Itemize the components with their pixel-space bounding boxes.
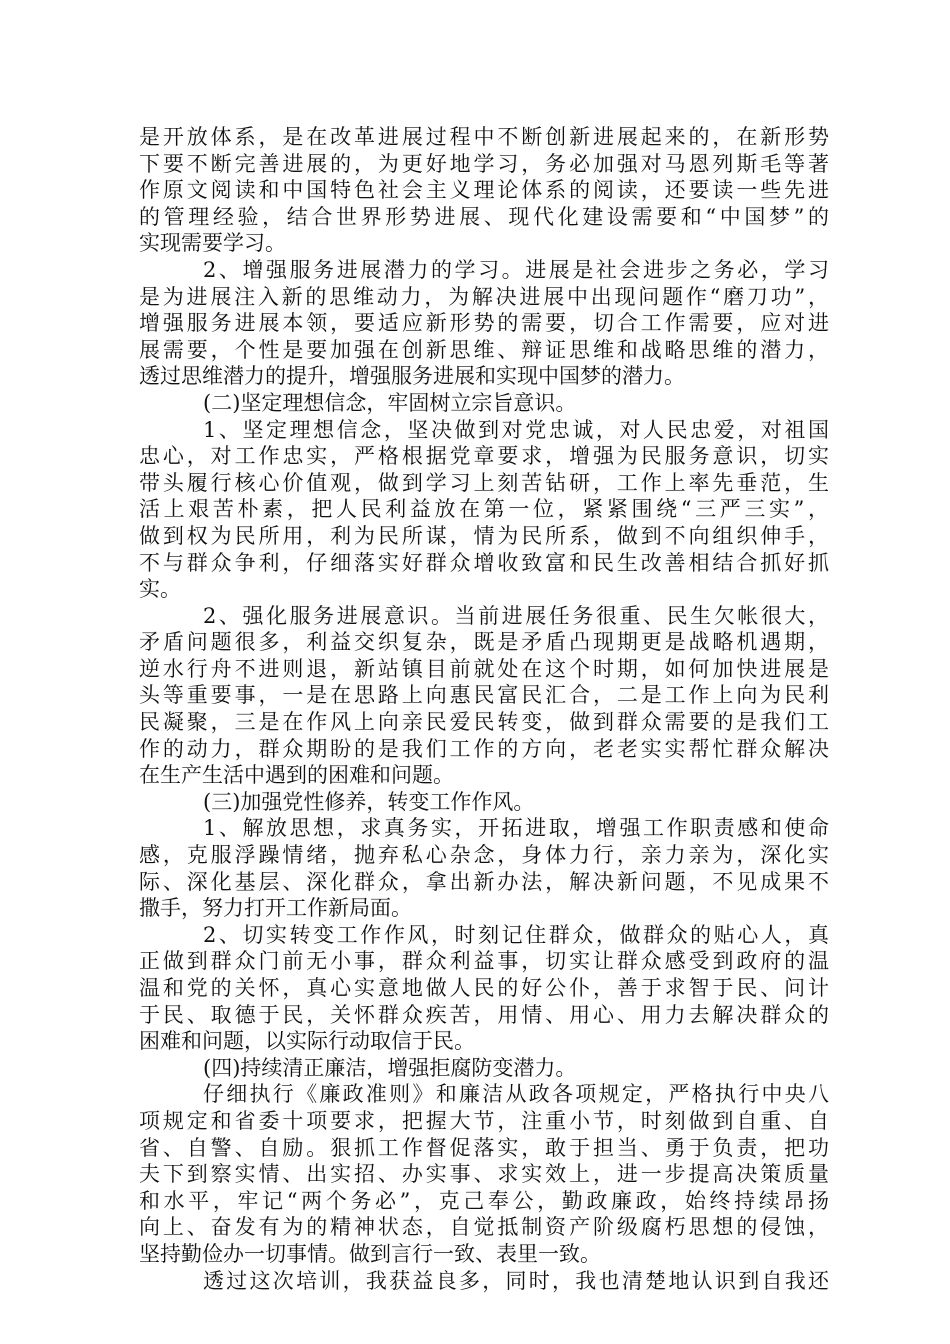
text-line: 下要不断完善进展的，为更好地学习，务必加强对马恩列斯毛等著 — [139, 151, 829, 176]
text-line: 项规定和省委十项要求，把握大节，注重小节，时刻做到自重、自 — [139, 1108, 829, 1133]
text-line: 活上艰苦朴素，把人民利益放在第一位，紧紧围绕“三严三实”， — [139, 497, 829, 522]
text-line: 展需要，个性是要加强在创新思维、辩证思维和战略思维的潜力， — [139, 337, 829, 362]
text-line: (二)坚定理想信念，牢固树立宗旨意识。 — [203, 390, 577, 415]
text-line: 感，克服浮躁情绪，抛弃私心杂念，身体力行，亲力亲为，深化实 — [139, 843, 829, 868]
text-line: 2、增强服务进展潜力的学习。进展是社会进步之务必，学习 — [203, 257, 829, 282]
text-line: 1、解放思想，求真务实，开拓进取，增强工作职责感和使命 — [203, 816, 829, 841]
text-line: 困难和问题，以实际行动取信于民。 — [139, 1029, 475, 1054]
text-line: 实。 — [139, 577, 181, 602]
text-line: 际、深化基层、深化群众，拿出新办法，解决新问题，不见成果不 — [139, 869, 829, 894]
text-line: 和水平，牢记“两个务必”，克己奉公，勤政廉政，始终持续昂扬 — [139, 1188, 829, 1213]
text-line: 于民、取德于民，关怀群众疾苦，用情、用心、用力去解决群众的 — [139, 1002, 829, 1027]
text-line: 2、强化服务进展意识。当前进展任务很重、民生欠帐很大， — [203, 603, 829, 628]
text-line: 向上、奋发有为的精神状态，自觉抵制资产阶级腐朽思想的侵蚀， — [139, 1215, 829, 1240]
text-line: 的管理经验，结合世界形势进展、现代化建设需要和“中国梦”的 — [139, 204, 829, 229]
text-line: 作原文阅读和中国特色社会主义理论体系的阅读，还要读一些先进 — [139, 178, 829, 203]
text-line: 忠心，对工作忠实，严格根据党章要求，增强为民服务意识，切实 — [139, 444, 829, 469]
text-line: 是为进展注入新的思维动力，为解决进展中出现问题作“磨刀功”， — [139, 284, 829, 309]
text-line: 透过这次培训，我获益良多，同时，我也清楚地认识到自我还 — [203, 1268, 829, 1293]
text-line: 仔细执行《廉政准则》和廉洁从政各项规定，严格执行中央八 — [203, 1082, 829, 1107]
text-line: 不与群众争利，仔细落实好群众增收致富和民生改善相结合抓好抓 — [139, 550, 829, 575]
text-line: 做到权为民所用，利为民所谋，情为民所系，做到不向组织伸手， — [139, 523, 829, 548]
text-line: 温和党的关怀，真心实意地做人民的好公仆，善于求智于民、问计 — [139, 976, 829, 1000]
text-line: 作的动力，群众期盼的是我们工作的方向，老老实实帮忙群众解决 — [139, 736, 829, 761]
text-line: 省、自警、自励。狠抓工作督促落实，敢于担当、勇于负责，把功 — [139, 1135, 829, 1160]
text-line: 矛盾问题很多，利益交织复杂，既是矛盾凸现期更是战略机遇期， — [139, 630, 829, 655]
text-line: 带头履行核心价值观，做到学习上刻苦钻研，工作上率先垂范，生 — [139, 470, 829, 495]
text-line: 坚持勤俭办一切事情。做到言行一致、表里一致。 — [139, 1241, 601, 1266]
text-line: 夫下到察实情、出实招、办实事、求实效上，进一步提高决策质量 — [139, 1162, 829, 1187]
text-line: 逆水行舟不进则退，新站镇目前就处在这个时期，如何加快进展是 — [139, 656, 829, 681]
text-line: 撒手，努力打开工作新局面。 — [139, 896, 412, 921]
text-line: 在生产生活中遇到的困难和问题。 — [139, 763, 454, 788]
text-line: 2、切实转变工作作风，时刻记住群众，做群众的贴心人，真 — [203, 922, 829, 947]
text-line: 正做到群众门前无小事，群众利益事，切实让群众感受到政府的温 — [139, 949, 829, 974]
text-line: 是开放体系，是在改革进展过程中不断创新进展起来的，在新形势 — [139, 125, 829, 149]
text-line: 实现需要学习。 — [139, 231, 286, 256]
text-line: 1、坚定理想信念，坚决做到对党忠诚，对人民忠爱，对祖国 — [203, 417, 829, 442]
text-line: 民凝聚，三是在作风上向亲民爱民转变，做到群众需要的是我们工 — [139, 710, 829, 735]
text-line: (三)加强党性修养，转变工作作风。 — [203, 789, 535, 814]
text-line: 透过思维潜力的提升，增强服务进展和实现中国梦的潜力。 — [139, 364, 685, 389]
text-line: 头等重要事，一是在思路上向惠民富民汇合，二是工作上向为民利 — [139, 683, 829, 708]
text-line: 增强服务进展本领，要适应新形势的需要，切合工作需要，应对进 — [139, 311, 829, 336]
document-body-text — [139, 124, 829, 1294]
text-line: (四)持续清正廉洁，增强拒腐防变潜力。 — [203, 1055, 577, 1080]
